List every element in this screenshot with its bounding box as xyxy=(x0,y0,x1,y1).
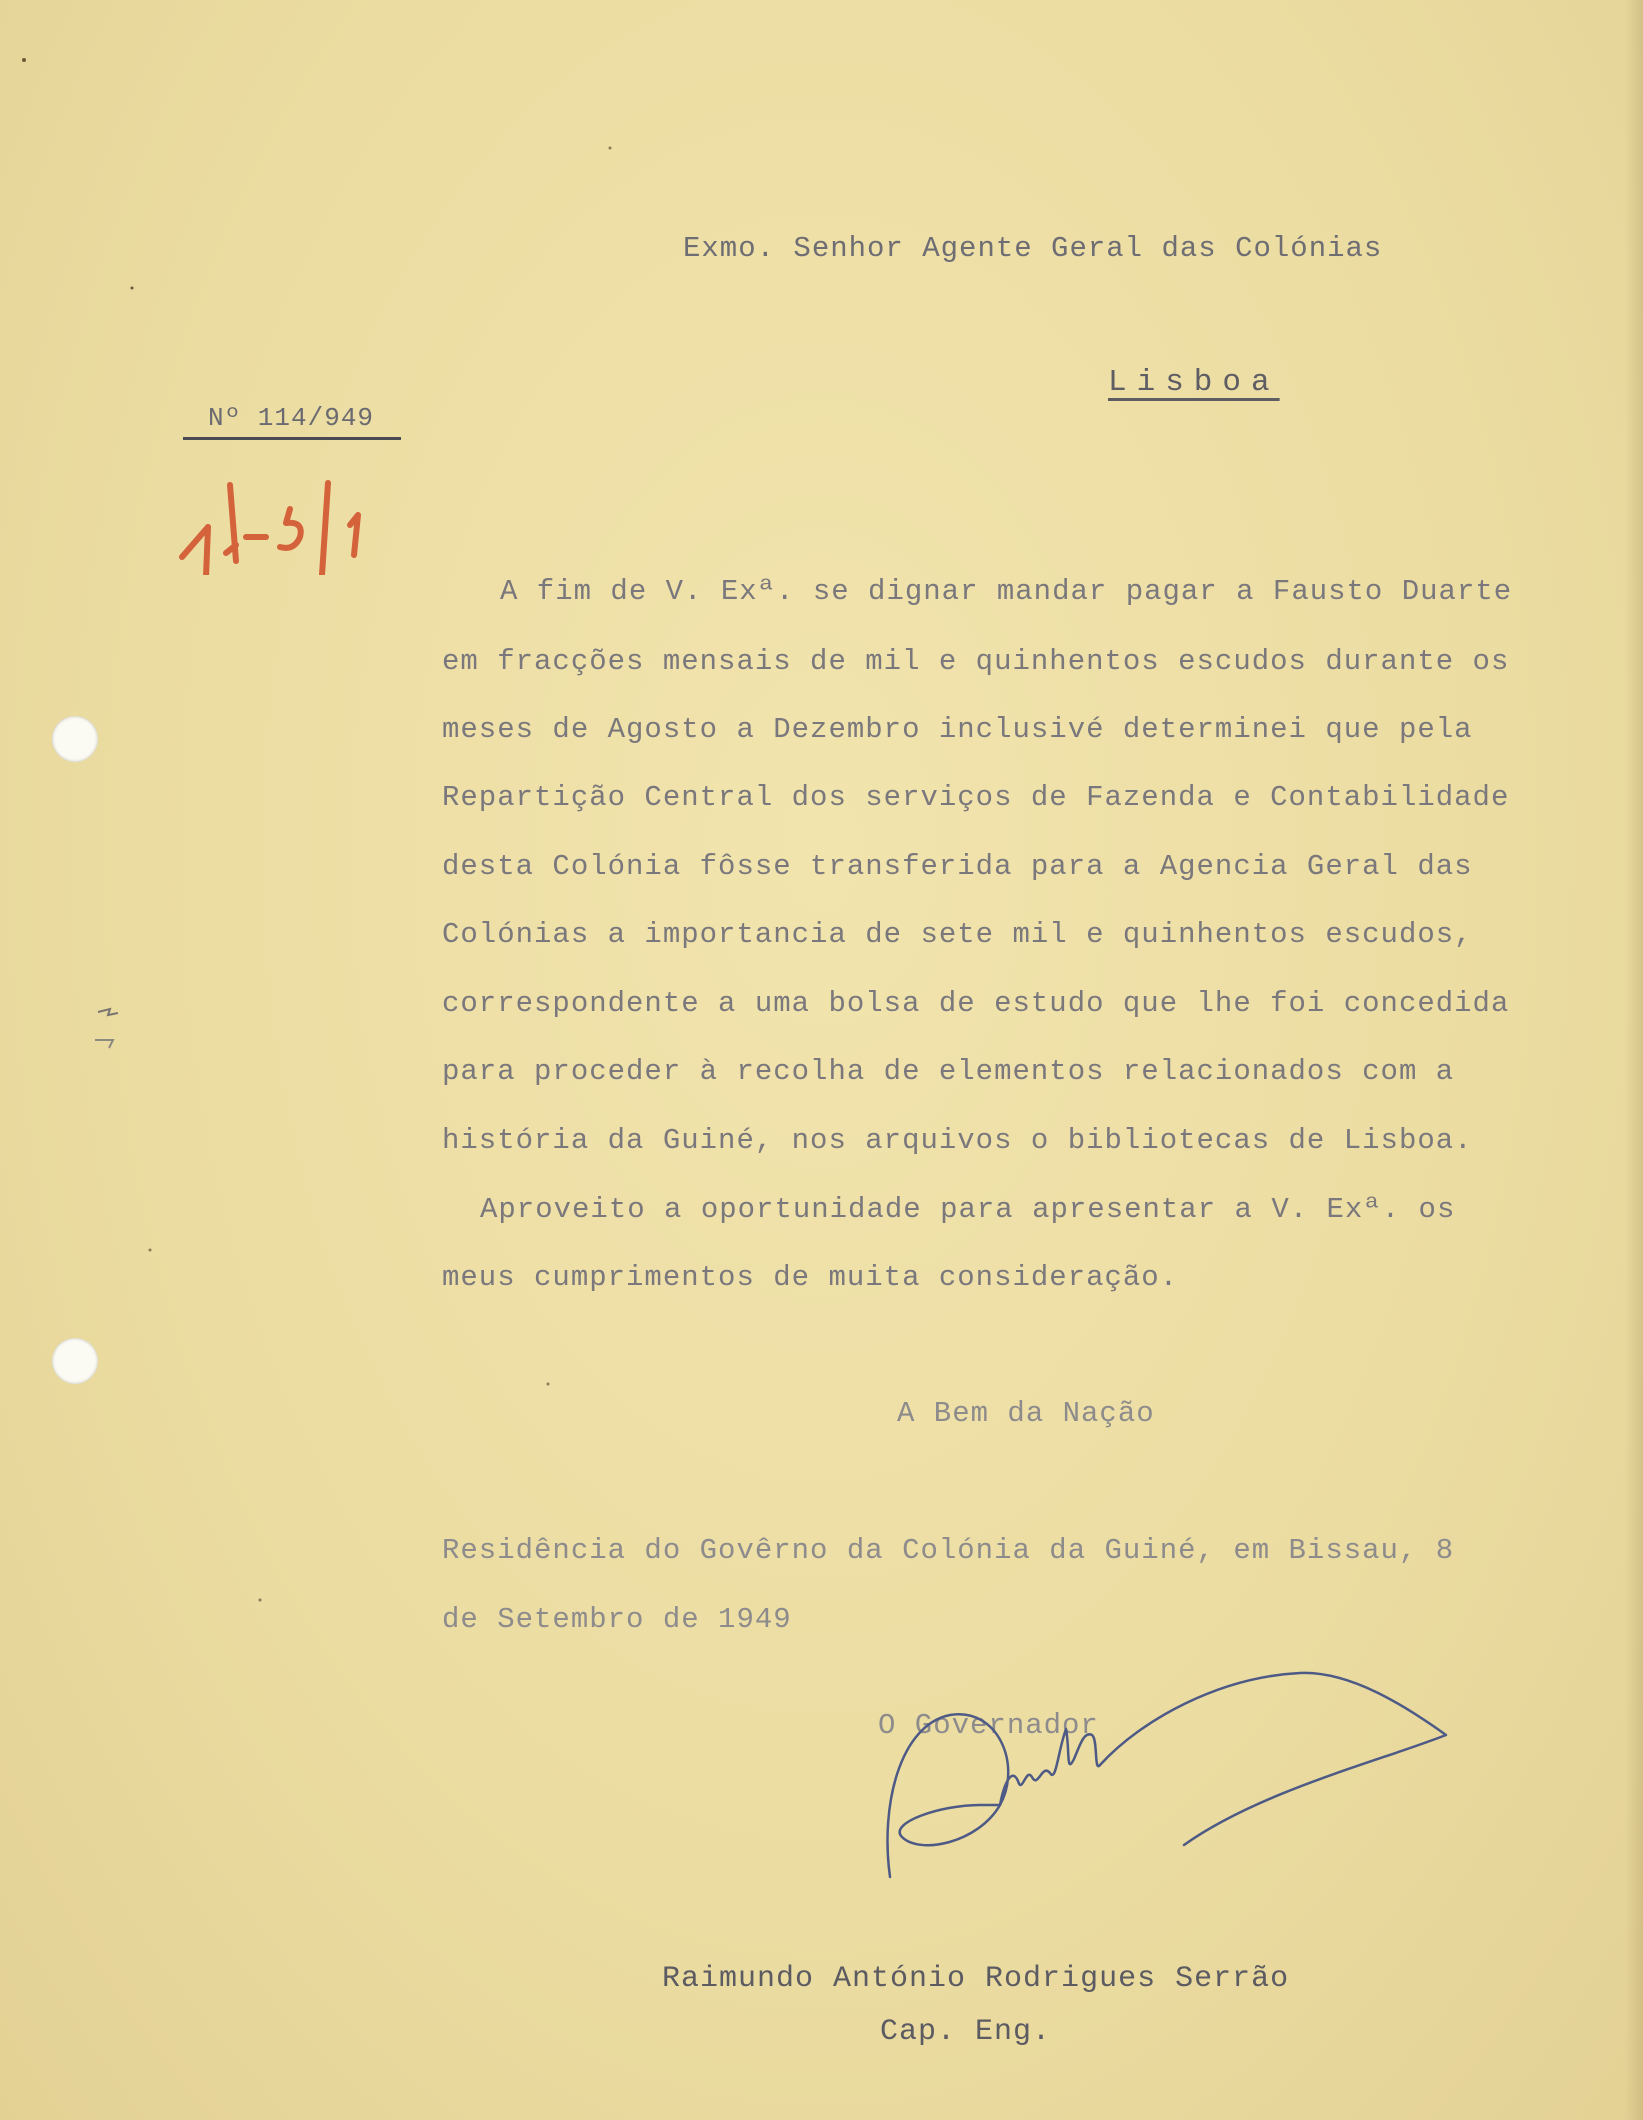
paragraph-1-line-6: Colónias a importancia de sete mil e quinhentos escudos, xyxy=(442,918,1473,951)
closing-salutation: A Bem da Nação xyxy=(897,1397,1155,1430)
place-date-line-2: de Setembro de 1949 xyxy=(442,1603,792,1636)
paragraph-1-line-2: em fracções mensais de mil e quinhentos escudos durante os xyxy=(442,645,1510,678)
paragraph-1-line-4: Repartição Central dos serviços de Fazenda e Contabilidade xyxy=(442,781,1510,814)
reference-number: Nº 114/949 xyxy=(208,403,375,433)
reference-underline xyxy=(183,437,401,440)
paragraph-1-line-8: para proceder à recolha de elementos relacionados com a xyxy=(442,1055,1455,1088)
signatory-rank: Cap. Eng. xyxy=(880,2015,1052,2049)
addressee-line: Exmo. Senhor Agente Geral das Colónias xyxy=(683,232,1383,265)
signatory-title: O Governador xyxy=(878,1709,1099,1742)
paragraph-1-line-7: correspondente a uma bolsa de estudo que lhe foi concedida xyxy=(442,987,1510,1020)
paragraph-2-line-1: Aproveito a oportunidade para apresentar a V. Exª. os xyxy=(480,1193,1456,1226)
paragraph-1-line-5: desta Colónia fôsse transferida para a Agencia Geral das xyxy=(442,850,1473,883)
place-date-line-1: Residência do Govêrno da Colónia da Guiné, em Bissau, 8 xyxy=(442,1534,1455,1567)
red-pencil-annotation xyxy=(178,465,398,575)
paragraph-1-line-1: A fim de V. Exª. se dignar mandar pagar a Fausto Duarte xyxy=(500,575,1513,608)
paragraph-2-line-2: meus cumprimentos de muita consideração. xyxy=(442,1261,1179,1294)
paragraph-1-line-3: meses de Agosto a Dezembro inclusivé determinei que pela xyxy=(442,713,1473,746)
signatory-name: Raimundo António Rodrigues Serrão xyxy=(662,1962,1290,1996)
handwritten-signature xyxy=(880,1655,1460,1895)
city-heading: Lisboa xyxy=(1108,365,1280,400)
paragraph-1-line-9: história da Guiné, nos arquivos o bibliotecas de Lisboa. xyxy=(442,1124,1473,1157)
